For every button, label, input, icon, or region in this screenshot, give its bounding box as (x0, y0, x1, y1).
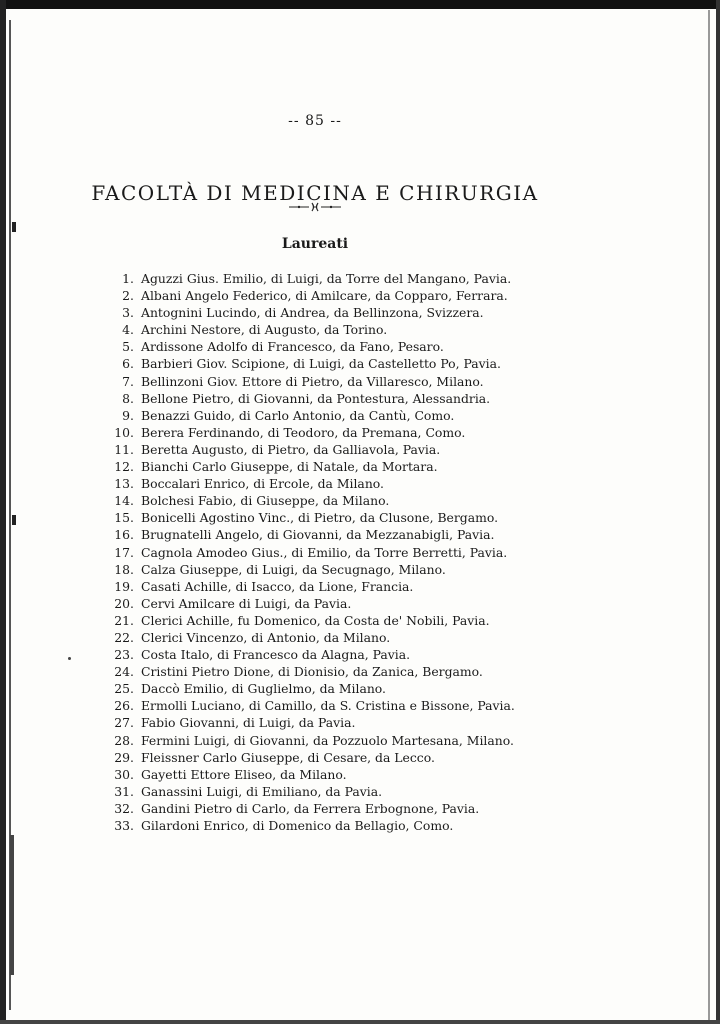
entry-number: 2. (122, 288, 134, 304)
entry-number: 6. (122, 356, 134, 372)
list-item (108, 407, 588, 424)
entry-number: 15. (114, 510, 134, 526)
entry-text: Archini Nestore, di Augusto, da Torino. (141, 322, 388, 338)
list-item (108, 714, 588, 731)
entry-number: 30. (114, 766, 134, 782)
entry-text: Boccalari Enrico, di Ercole, da Milano. (141, 476, 384, 492)
entry-number: 23. (114, 647, 134, 663)
list-item (108, 338, 588, 355)
entry-number: 25. (114, 681, 134, 697)
entry-text: Fabio Giovanni, di Luigi, da Pavia. (141, 715, 356, 731)
entry-text: Gandini Pietro di Carlo, da Ferrera Erbognone, Pavia. (141, 800, 480, 816)
entry-number: 26. (114, 698, 134, 714)
list-item (108, 441, 588, 458)
list-item (108, 629, 588, 646)
list-item (108, 526, 588, 543)
page-edge-right (708, 10, 710, 1020)
margin-mark (12, 515, 16, 525)
entry-text: Bonicelli Agostino Vinc., di Pietro, da Clusone, Bergamo. (141, 510, 499, 526)
entry-number: 31. (114, 783, 134, 799)
list-item (108, 424, 588, 441)
entry-text: Daccò Emilio, di Guglielmo, da Milano. (141, 681, 386, 697)
entry-text: Ermolli Luciano, di Camillo, da S. Cristina e Bissone, Pavia. (141, 698, 515, 714)
entry-text: Bellinzoni Giov. Ettore di Pietro, da Villaresco, Milano. (141, 373, 484, 389)
page-number: -- 85 -- (288, 113, 342, 129)
list-item (108, 287, 588, 304)
entry-text: Fermini Luigi, di Giovanni, da Pozzuolo Martesana, Milano. (141, 732, 514, 748)
scan-border-left (0, 0, 6, 1024)
entry-number: 18. (114, 561, 134, 577)
ink-speck (68, 657, 71, 660)
entry-text: Barbieri Giov. Scipione, di Luigi, da Castelletto Po, Pavia. (141, 356, 501, 372)
list-item (108, 544, 588, 561)
entry-number: 1. (122, 271, 134, 286)
list-item (108, 355, 588, 372)
margin-mark (12, 222, 16, 232)
entry-text: Brugnatelli Angelo, di Giovanni, da Mezzanabigli, Pavia. (141, 527, 495, 543)
list-item (108, 817, 588, 834)
entry-text: Costa Italo, di Francesco da Alagna, Pavia. (141, 647, 411, 663)
list-item (108, 646, 588, 663)
ornament-flourish-icon (285, 201, 345, 213)
page-title: FACOLTÀ DI MEDICINA E CHIRURGIA (91, 181, 539, 206)
graduate-list (108, 270, 588, 834)
entry-text: Antognini Lucindo, di Andrea, da Bellinzona, Svizzera. (141, 305, 484, 321)
list-item (108, 270, 588, 287)
list-item (108, 680, 588, 697)
entry-number: 20. (114, 595, 134, 611)
entry-text: Beretta Augusto, di Pietro, da Galliavola, Pavia. (141, 441, 441, 457)
entry-number: 7. (122, 373, 134, 389)
list-item (108, 732, 588, 749)
list-item (108, 390, 588, 407)
entry-number: 29. (114, 749, 134, 765)
entry-number: 28. (114, 732, 134, 748)
entry-text: Cagnola Amodeo Gius., di Emilio, da Torre Berretti, Pavia. (141, 544, 508, 560)
entry-text: Ganassini Luigi, di Emiliano, da Pavia. (141, 783, 383, 799)
entry-number: 4. (122, 322, 134, 338)
entry-number: 10. (114, 424, 134, 440)
entry-number: 5. (122, 339, 134, 355)
entry-number: 12. (114, 459, 134, 475)
entry-number: 8. (122, 390, 134, 406)
list-item (108, 475, 588, 492)
scan-border-top (0, 0, 720, 9)
entry-number: 9. (122, 407, 134, 423)
entry-text: Aguzzi Gius. Emilio, di Luigi, da Torre del Mangano, Pavia. (141, 271, 512, 286)
entry-number: 22. (114, 629, 134, 645)
list-item (108, 749, 588, 766)
list-item (108, 321, 588, 338)
entry-text: Berera Ferdinando, di Teodoro, da Premana, Como. (141, 424, 466, 440)
entry-text: Gayetti Ettore Eliseo, da Milano. (141, 766, 347, 782)
list-item (108, 766, 588, 783)
list-item (108, 561, 588, 578)
list-item (108, 373, 588, 390)
list-item (108, 458, 588, 475)
list-item (108, 697, 588, 714)
entry-text: Bellone Pietro, di Giovanni, da Pontestura, Alessandria. (141, 390, 491, 406)
list-item (108, 612, 588, 629)
entry-number: 11. (114, 441, 134, 457)
entry-text: Casati Achille, di Isacco, da Lione, Francia. (141, 578, 414, 594)
entry-text: Albani Angelo Federico, di Amilcare, da Copparo, Ferrara. (141, 288, 508, 304)
entry-text: Bianchi Carlo Giuseppe, di Natale, da Mortara. (141, 459, 438, 475)
entry-text: Calza Giuseppe, di Luigi, da Secugnago, Milano. (141, 561, 446, 577)
entry-text: Gilardoni Enrico, di Domenico da Bellagio, Como. (141, 818, 454, 833)
entry-number: 24. (114, 664, 134, 680)
entry-number: 21. (114, 612, 134, 628)
scan-border-right (716, 0, 720, 1024)
scan-border-bottom (0, 1020, 720, 1024)
entry-number: 27. (114, 715, 134, 731)
margin-mark (10, 835, 14, 975)
entry-number: 14. (114, 493, 134, 509)
list-item (108, 595, 588, 612)
section-subtitle: Laureati (281, 236, 349, 252)
ornament-divider (0, 199, 630, 213)
entry-text: Cervi Amilcare di Luigi, da Pavia. (141, 595, 352, 611)
entry-text: Fleissner Carlo Giuseppe, di Cesare, da Lecco. (141, 749, 435, 765)
list-item (108, 663, 588, 680)
entry-number: 17. (114, 544, 134, 560)
entry-text: Clerici Vincenzo, di Antonio, da Milano. (141, 629, 391, 645)
entry-text: Bolchesi Fabio, di Giuseppe, da Milano. (141, 493, 390, 509)
list-item (108, 800, 588, 817)
entry-number: 13. (114, 476, 134, 492)
entry-number: 33. (114, 818, 134, 833)
list-item (108, 783, 588, 800)
entry-number: 3. (122, 305, 134, 321)
entry-text: Ardissone Adolfo di Francesco, da Fano, Pesaro. (141, 339, 444, 355)
entry-number: 19. (114, 578, 134, 594)
list-item (108, 492, 588, 509)
list-item (108, 578, 588, 595)
entry-text: Clerici Achille, fu Domenico, da Costa de' Nobili, Pavia. (141, 612, 490, 628)
list-item (108, 304, 588, 321)
list-item (108, 509, 588, 526)
entry-text: Cristini Pietro Dione, di Dionisio, da Zanica, Bergamo. (141, 664, 483, 680)
entry-text: Benazzi Guido, di Carlo Antonio, da Cantù, Como. (141, 407, 455, 423)
entry-number: 32. (114, 800, 134, 816)
entry-number: 16. (114, 527, 134, 543)
